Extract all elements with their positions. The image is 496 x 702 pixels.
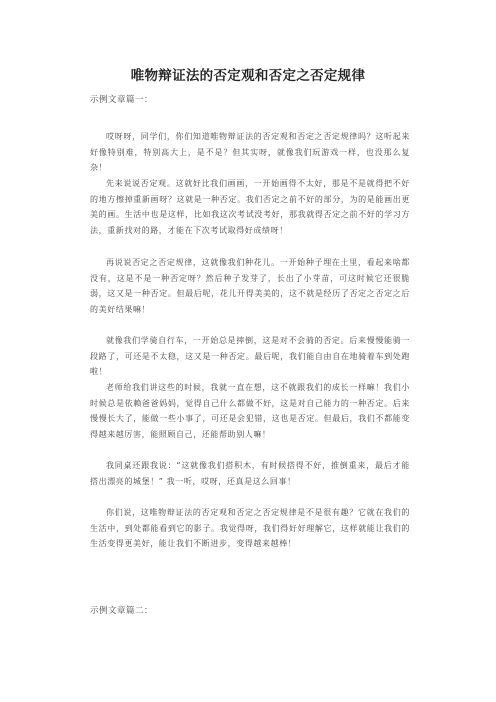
paragraph-7: 你们说，这唯物辩证法的否定观和否定之否定规律是不是很有趣？它就在我们的生活中，到处都能看到它的影子。我觉得呀，我们得好好理解它，这样就能让我们的生活变得更美好，能让我们不断进步，变得越来越棒！	[90, 508, 410, 549]
paragraph-2: 先来说说否定观。这就好比我们画画，一开始画得不太好，那是不是就得把不好的地方擦掉重新画呀？这就是一种否定。我们否定之前不好的部分，为的是能画出更美的画。生活中也是这样，比如我这次考试没考好，那我就得否定之前不好的学习方法，重新找对的路，才能在下次考试取得好成绩呀！	[90, 179, 410, 235]
paragraph-3: 再说说否定之否定规律，这就像我们种花儿。一开始种子埋在土里，看起来啥都没有，这是不是一种否定呀？然后种子发芽了，长出了小芽苗，可这时候它还很脆弱，这又是一种否定。但最后呢，花儿开得美美的，这不就是经历了否定之否定之后的美好结果嘛！	[90, 258, 410, 314]
paragraph-6: 我同桌还跟我说：“这就像我们搭积木，有时候搭得不好，推倒重来，最后才能搭出漂亮的城堡！” 我一听，哎呀，还真是这么回事！	[90, 461, 410, 486]
section-label-2: 示例文章篇二：	[90, 606, 154, 616]
paragraph-1: 哎呀呀，同学们，你们知道唯物辩证法的否定观和否定之否定规律吗？这听起来好像特别难，特别高大上，是不是？但其实呀，就像我们玩游戏一样，也没那么复杂！	[90, 132, 410, 173]
section-label-1: 示例文章篇一：	[90, 95, 154, 105]
paragraph-5: 老师给我们讲这些的时候，我就一直在想，这不就跟我们的成长一样嘛！我们小时候总是依赖爸爸妈妈，觉得自己什么都做不好，这是对自己能力的一种否定。后来慢慢长大了，能做一些小事了，可还是会犯错，这也是否定。但最后，我们不都能变得越来越厉害，能照顾自己，还能帮助别人嘛！	[90, 383, 410, 439]
paragraph-4: 就像我们学骑自行车，一开始总是摔倒，这是对不会骑的否定。后来慢慢能骑一段路了，可还是不太稳，这又是一种否定。最后呢，我们能自由自在地骑着车到处跑啦！	[90, 336, 410, 377]
document-title: 唯物辩证法的否定观和否定之否定规律	[130, 68, 366, 84]
